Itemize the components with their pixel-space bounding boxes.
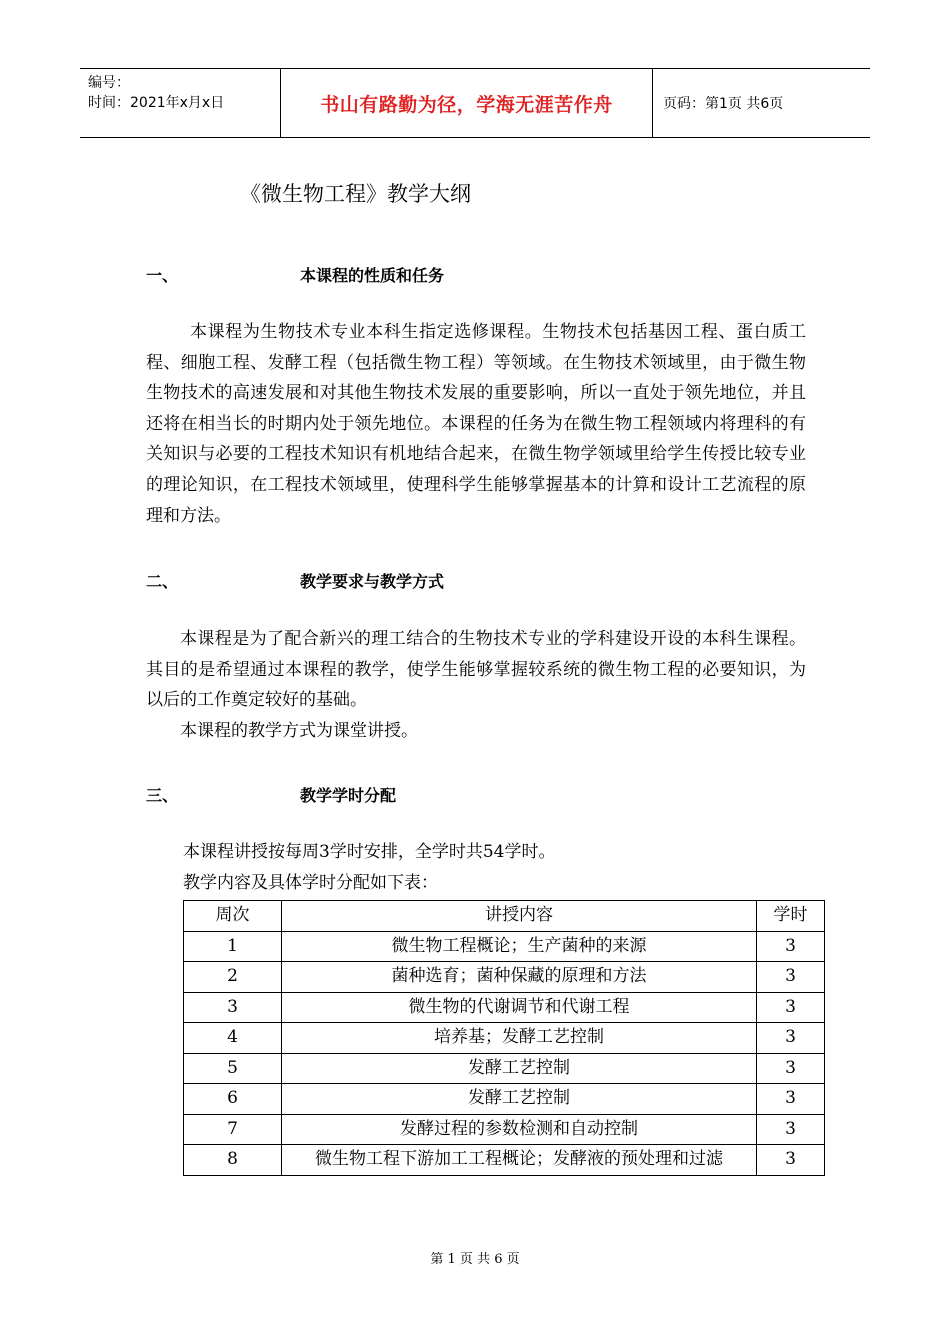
table-row (184, 931, 825, 962)
date-label: 时间：2021年x月x日 (88, 95, 225, 111)
week-cell: 1 (184, 931, 282, 962)
section-title: 教学要求与教学方式 (300, 572, 445, 591)
table-row (184, 1023, 825, 1054)
document-title: 《微生物工程》教学大纲 (240, 182, 471, 206)
motto: 书山有路勤为径，学海无涯苦作舟 (281, 69, 653, 137)
week-cell: 7 (184, 1114, 282, 1145)
hours-cell: 3 (757, 1053, 825, 1084)
section2-paragraph: 本课程是为了配合新兴的理工结合的生物技术专业的学科建设开设的本科生课程。其目的是希望通过本课程的教学，使学生能够掌握较系统的微生物工程的必要知识，为以后的工作奠定较好的基础。 (146, 629, 806, 711)
hours-cell: 3 (757, 962, 825, 993)
section-heading-3 (146, 783, 396, 806)
section2-paragraph-2: 本课程的教学方式为课堂讲授。 (180, 721, 418, 741)
table-row (184, 1114, 825, 1145)
section-heading-2 (146, 569, 444, 592)
content-cell: 微生物工程概论；生产菌种的来源 (282, 931, 757, 962)
hours-cell: 3 (757, 1145, 825, 1176)
section-number: 一、 (146, 266, 179, 285)
table-row (184, 962, 825, 993)
content-cell: 菌种选育；菌种保藏的原理和方法 (282, 962, 757, 993)
section-title: 本课程的性质和任务 (300, 266, 445, 285)
table-row (184, 1145, 825, 1176)
week-cell: 8 (184, 1145, 282, 1176)
hours-cell: 3 (757, 1023, 825, 1054)
week-cell: 3 (184, 992, 282, 1023)
section-heading-1 (146, 263, 444, 286)
section1-paragraph: 本课程为生物技术专业本科生指定选修课程。生物技术包括基因工程、蛋白质工程、细胞工程、发酵工程（包括微生物工程）等领域。在生物技术领域里，由于微生物生物技术的高速发展和对其他生物技术发展的重要影响，所以一直处于领先地位，并且还将在相当长的时期内处于领先地位。本课程的任务为在微生物工程领域内将理科的有关知识与必要的工程技术知识有机地结合起来，在微生物学领域里给学生传授比较专业的理论知识，在工程技术领域里，使理科学生能够掌握基本的计算和设计工艺流程的原理和方法。 (146, 322, 806, 526)
page-footer: 第 1 页 共 6 页 (430, 1252, 520, 1267)
header-table (80, 68, 870, 138)
section-number: 二、 (146, 572, 179, 591)
table-header-row (184, 901, 825, 932)
hours-cell: 3 (757, 1114, 825, 1145)
header-left-cell (80, 69, 281, 137)
week-cell: 2 (184, 962, 282, 993)
header-week: 周次 (184, 901, 282, 932)
page-info: 页码：第1页 共6页 (663, 96, 784, 112)
hours-cell: 3 (757, 992, 825, 1023)
table-row (184, 1084, 825, 1115)
table-row (184, 992, 825, 1023)
content-cell: 发酵工艺控制 (282, 1084, 757, 1115)
content-cell: 发酵过程的参数检测和自动控制 (282, 1114, 757, 1145)
section-number: 三、 (146, 786, 179, 805)
hours-cell: 3 (757, 1084, 825, 1115)
number-label: 编号： (88, 75, 130, 91)
content-cell: 发酵工艺控制 (282, 1053, 757, 1084)
week-cell: 5 (184, 1053, 282, 1084)
content-cell: 微生物工程下游加工工程概论；发酵液的预处理和过滤 (282, 1145, 757, 1176)
section3-line-1: 本课程讲授按每周3学时安排，全学时共54学时。 (183, 842, 556, 862)
content-cell: 培养基；发酵工艺控制 (282, 1023, 757, 1054)
week-cell: 4 (184, 1023, 282, 1054)
section-title: 教学学时分配 (300, 786, 397, 805)
schedule-table (183, 900, 825, 1176)
table-row (184, 1053, 825, 1084)
week-cell: 6 (184, 1084, 282, 1115)
section3-line-2: 教学内容及具体学时分配如下表： (183, 873, 438, 893)
content-cell: 微生物的代谢调节和代谢工程 (282, 992, 757, 1023)
hours-cell: 3 (757, 931, 825, 962)
header-content: 讲授内容 (282, 901, 757, 932)
header-hours: 学时 (757, 901, 825, 932)
